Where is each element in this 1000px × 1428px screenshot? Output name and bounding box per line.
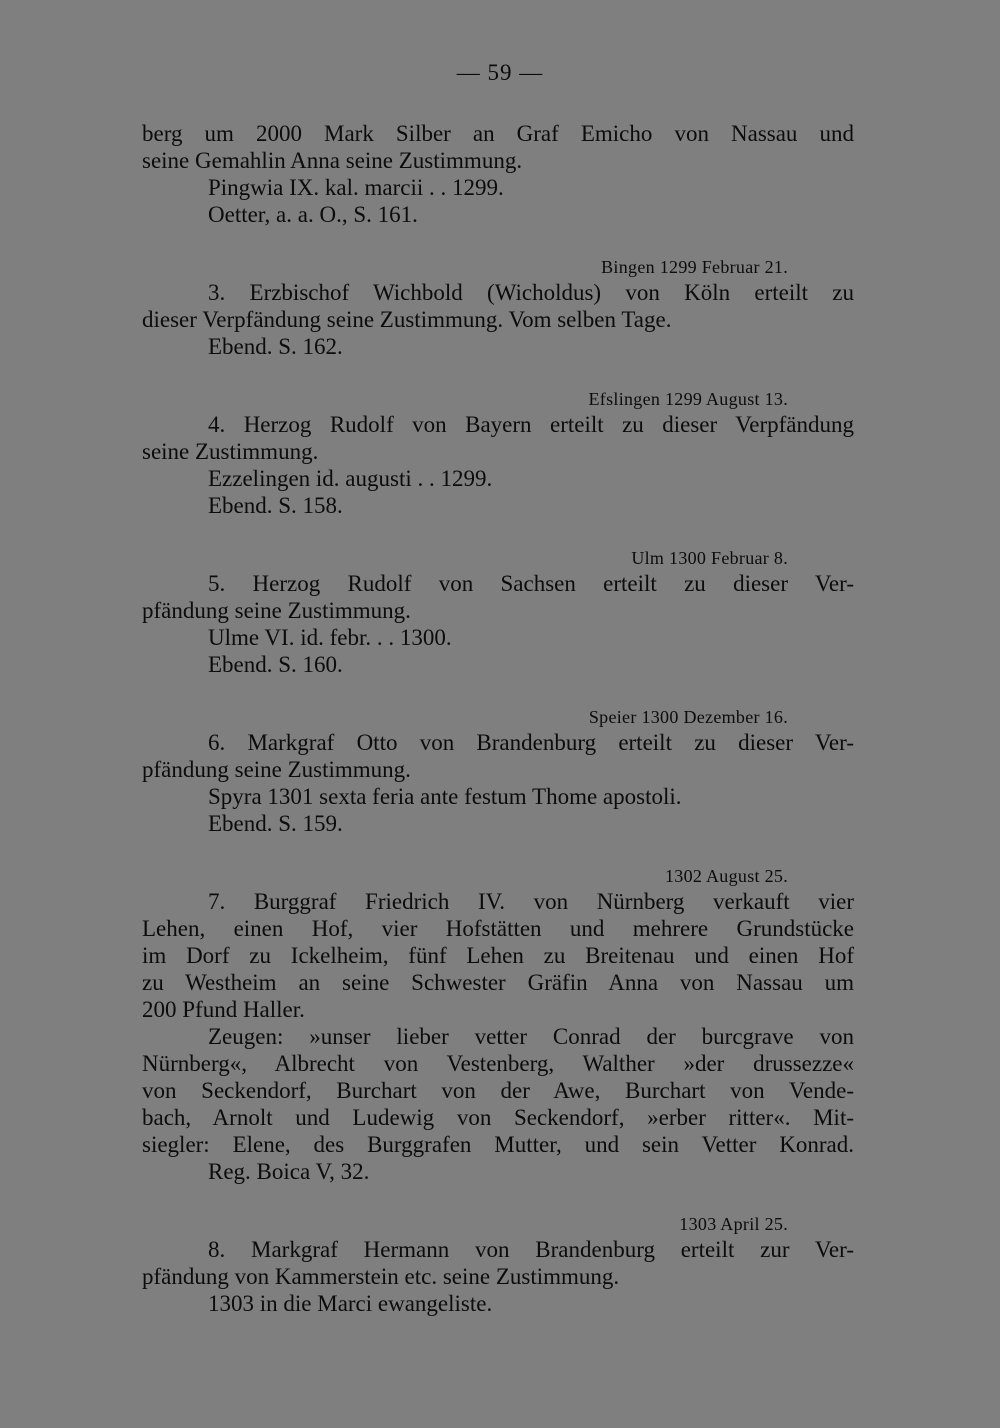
source-line: Spyra 1301 sexta feria ante festum Thome apostoli. (208, 784, 682, 809)
note-line: Nürnberg«, Albrecht von Vestenberg, Walther »der drussezze« (142, 1051, 854, 1076)
text-line: 6. Markgraf Otto von Brandenburg erteilt zu dieser Ver- (208, 730, 854, 755)
source-line: Ebend. S. 159. (208, 811, 343, 836)
source-line: Ulme VI. id. febr. . . 1300. (208, 625, 452, 650)
entry-dateline: 1302 August 25. (664, 866, 788, 886)
entry-dateline: Bingen 1299 Februar 21. (601, 257, 788, 277)
text-line: 4. Herzog Rudolf von Bayern erteilt zu dieser Verpfändung (208, 412, 854, 437)
text-line: 5. Herzog Rudolf von Sachsen erteilt zu dieser Ver- (208, 571, 854, 596)
note-line: bach, Arnolt und Ludewig von Seckendorf, »erber ritter«. Mit- (142, 1105, 854, 1130)
text-line: 7. Burggraf Friedrich IV. von Nürnberg verkauft vier (208, 889, 854, 914)
text-line: im Dorf zu Ickelheim, fünf Lehen zu Breitenau und einen Hof (142, 943, 854, 968)
page-text (142, 120, 854, 1317)
entry-dateline: 1303 April 25. (679, 1214, 788, 1234)
note-line: siegler: Elene, des Burggrafen Mutter, und sein Vetter Konrad. (142, 1132, 854, 1157)
entry-dateline: Efslingen 1299 August 13. (588, 389, 788, 409)
text-line: pfändung seine Zustimmung. (142, 598, 411, 623)
note-line: Zeugen: »unser lieber vetter Conrad der burcgrave von (208, 1024, 854, 1049)
source-line: Ebend. S. 160. (208, 652, 343, 677)
text-line: 200 Pfund Haller. (142, 997, 305, 1022)
text-line: dieser Verpfändung seine Zustimmung. Vom selben Tage. (142, 307, 672, 332)
text-line: zu Westheim an seine Schwester Gräfin Anna von Nassau um (142, 970, 854, 995)
source-line: Pingwia IX. kal. marcii . . 1299. (208, 175, 504, 200)
text-line: pfändung seine Zustimmung. (142, 757, 411, 782)
source-line: 1303 in die Marci ewangeliste. (208, 1291, 493, 1316)
text-line: 8. Markgraf Hermann von Brandenburg erteilt zur Ver- (208, 1237, 854, 1262)
source-line: Oetter, a. a. O., S. 161. (208, 202, 418, 227)
source-line: Ebend. S. 162. (208, 334, 343, 359)
entry-dateline: Ulm 1300 Februar 8. (631, 548, 788, 568)
entry-dateline: Speier 1300 Dezember 16. (588, 707, 788, 727)
source-line: Ezzelingen id. augusti . . 1299. (208, 466, 493, 491)
text-line: seine Gemahlin Anna seine Zustimmung. (142, 148, 523, 173)
source-line: Reg. Boica V, 32. (208, 1159, 370, 1184)
text-line: berg um 2000 Mark Silber an Graf Emicho von Nassau und (142, 121, 854, 146)
text-line: seine Zustimmung. (142, 439, 319, 464)
text-line: Lehen, einen Hof, vier Hofstätten und mehrere Grundstücke (142, 916, 854, 941)
text-line: pfändung von Kammerstein etc. seine Zustimmung. (142, 1264, 620, 1289)
text-line: 3. Erzbischof Wichbold (Wicholdus) von Köln erteilt zu (208, 280, 854, 305)
source-line: Ebend. S. 158. (208, 493, 343, 518)
note-line: von Seckendorf, Burchart von der Awe, Burchart von Vende- (142, 1078, 854, 1103)
page-number: — 59 — (456, 60, 544, 85)
